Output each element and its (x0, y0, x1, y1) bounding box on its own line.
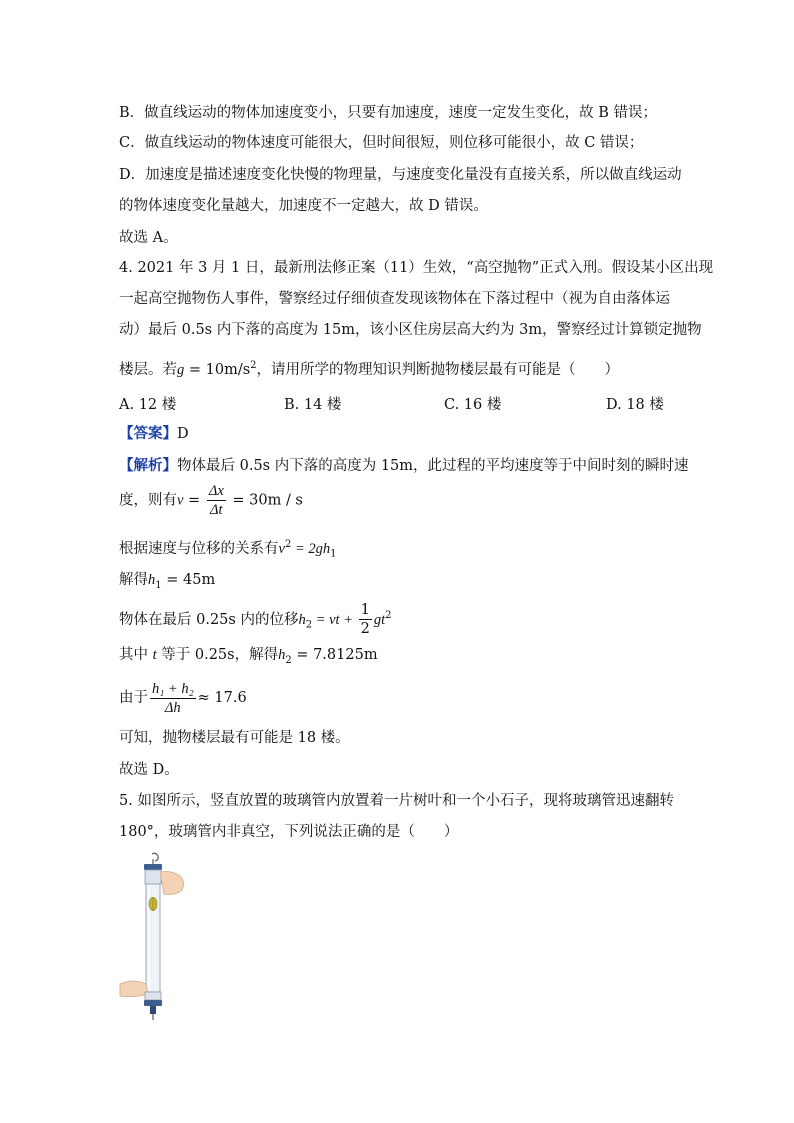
q4-stem-line-3: 动）最后 0.5s 内下落的高度为 15m，该小区住房层高大约为 3m，警察经过计算锁定抛物 (119, 322, 702, 338)
q4-relation-line (119, 535, 336, 565)
solve1-value: = 45m (161, 572, 216, 588)
q4-stem-line-4 (119, 356, 619, 380)
analysis-text-2: 度，则有 (119, 492, 177, 509)
eq-sign: = (183, 492, 205, 509)
ratio-fraction (150, 680, 196, 717)
q4-option-b: B. 14 楼 (284, 397, 342, 413)
analysis-text-1: 物体最后 0.5s 内下落的高度为 15m，此过程的平均速度等于中间时刻的瞬时速 (177, 458, 689, 474)
q4-displacement-line (119, 598, 392, 644)
bottom-stopper (145, 992, 161, 1000)
half-den: 2 (360, 621, 370, 638)
glass-tube-figure (116, 852, 196, 1024)
t-value: = 7.8125m (291, 647, 378, 663)
q4-stem-4a: 楼层。若 (119, 361, 177, 378)
solve1-h: h (148, 572, 156, 588)
q4-answer (119, 424, 189, 444)
displacement-text: 物体在最后 0.25s 内的位移 (119, 611, 299, 628)
q4-ratio-line (119, 678, 247, 718)
q4-t-line (119, 645, 378, 671)
bottom-cap (144, 1000, 162, 1006)
q4-analysis-line-2 (119, 482, 303, 519)
relation-sub: 1 (330, 548, 337, 560)
upper-hand (160, 872, 184, 895)
relation-eq: = 2gh (291, 540, 331, 557)
lower-hand (120, 981, 148, 997)
q4-stem-line-2: 一起高空抛物伤人事件，警察经过仔细侦查发现该物体在下落过程中（视为自由落体运 (119, 291, 670, 307)
ratio-value: ≈ 17.6 (197, 690, 247, 706)
half-num: 1 (360, 602, 370, 619)
q4-stem-4b: ，请用所学的物理知识判断抛物楼层最有可能是（ ） (256, 361, 620, 378)
delta-t: Δt (207, 500, 226, 519)
g-exponent: 2 (250, 360, 257, 371)
ratio-den: Δh (150, 698, 196, 717)
solve1-sub: 1 (155, 579, 162, 591)
velocity-value: = 30m / s (227, 492, 303, 509)
relation-v: v (278, 540, 285, 557)
q4-conclusion: 故选 D。 (119, 762, 179, 778)
displacement-sup: 2 (385, 610, 392, 621)
t-sub: 2 (285, 654, 292, 666)
v-symbol: v (177, 492, 184, 509)
displacement-eq: = vt + (312, 611, 357, 628)
q5-stem-line-1: 5. 如图所示，竖直放置的玻璃管内放置着一片树叶和一个小石子，现将玻璃管迅速翻转 (119, 793, 674, 809)
q4-option-a: A. 12 楼 (119, 397, 177, 413)
q4-analysis-line-1 (119, 456, 689, 476)
q4-stem-line-1: 4. 2021 年 3 月 1 日，最新刑法修正案（11）生效，“高空抛物”正式入刑。假设某小区出现 (119, 260, 714, 276)
ratio-num: h₁ + h₂ (152, 680, 194, 697)
t-h: h (278, 647, 286, 663)
top-cap (144, 864, 162, 870)
q4-knowable-line: 可知，抛物楼层最有可能是 18 楼。 (119, 730, 350, 746)
q4-solve1-line (119, 570, 215, 596)
analysis-tag: 【解析】 (119, 457, 177, 474)
displacement-tail: gt (373, 611, 386, 628)
t-symbol: t (152, 647, 157, 663)
answer-tag: 【答案】 (119, 425, 177, 442)
answer-line-d-2: 的物体速度变化量越大，加速度不一定越大，故 D 错误。 (119, 198, 488, 214)
solve1-text: 解得 (119, 572, 148, 588)
q5-stem-line-2: 180°，玻璃管内非真空，下列说法正确的是（ ） (119, 824, 459, 840)
due-text: 由于 (119, 690, 148, 706)
relation-text: 根据速度与位移的关系有 (119, 540, 279, 557)
relation-sup: 2 (284, 539, 292, 550)
g-value: = 10m/s (184, 361, 251, 378)
displacement-sub: 2 (305, 619, 313, 631)
answer-line-d-1: D．加速度是描述速度变化快慢的物理量，与速度变化量没有直接关系，所以做直线运动 (119, 167, 682, 183)
g-symbol: g (177, 361, 185, 378)
displacement-h: h (298, 611, 306, 628)
answer-conclusion-a: 故选 A。 (119, 230, 178, 246)
answer-line-c: C．做直线运动的物体速度可能很大，但时间很短，则位移可能很小，故 C 错误； (119, 135, 644, 151)
answer-value: D (177, 426, 189, 442)
t-text-2: 等于 0.25s，解得 (161, 647, 279, 663)
bottom-valve (150, 1006, 156, 1014)
q4-option-d: D. 18 楼 (606, 397, 664, 413)
velocity-fraction (207, 482, 226, 519)
answer-line-b: B．做直线运动的物体加速度变小，只要有加速度，速度一定发生变化，故 B 错误； (119, 105, 658, 121)
half-fraction (359, 601, 372, 638)
q4-option-c: C. 16 楼 (444, 397, 502, 413)
delta-x: Δx (208, 483, 224, 499)
top-stopper (145, 870, 161, 884)
t-text-1: 其中 (119, 647, 148, 663)
